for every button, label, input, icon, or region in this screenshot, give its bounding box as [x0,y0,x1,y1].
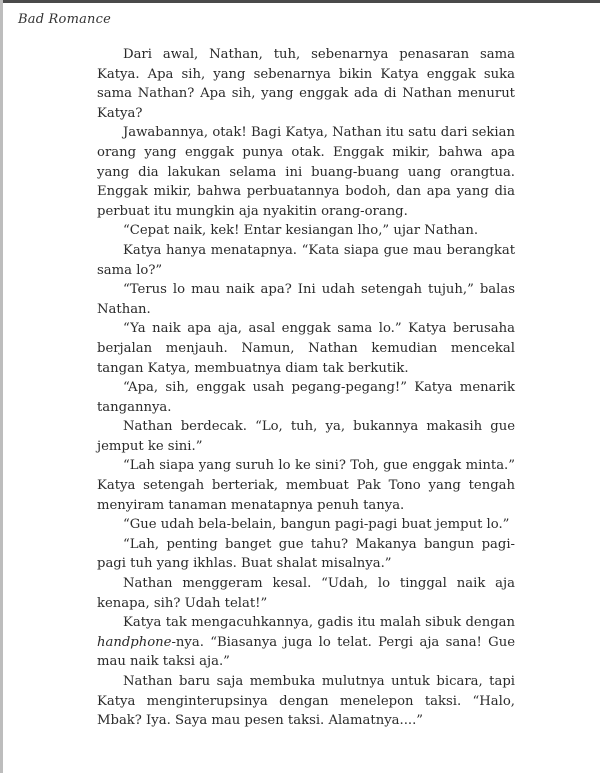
paragraph [97,456,515,515]
paragraph-text: -nya. “Biasanya juga lo telat. Pergi aja sana! Gue mau naik taksi aja.” [97,634,515,670]
paragraph-text: “Gue udah bela-belain, bangun pagi-pagi buat jemput lo.” [123,517,510,533]
paragraph [97,280,515,319]
chapter-body-text [97,45,515,731]
paragraph [97,241,515,280]
paragraph [97,574,515,613]
paragraph [97,515,515,535]
paragraph-text: “Ya naik apa aja, asal enggak sama lo.” Katya berusaha berjalan menjauh. Namun, Nathan kemudian mencekal tangan Katya, membuatnya diam tak berkutik. [97,321,515,376]
paragraph [97,319,515,378]
paragraph-text: “Cepat naik, kek! Entar kesiangan lho,” ujar Nathan. [123,223,479,239]
paragraph-text: “Lah, penting banget gue tahu? Makanya bangun pagi-pagi tuh yang ikhlas. Buat shalat misalnya.” [97,536,515,572]
paragraph [97,672,515,731]
paragraph-text: “Lah siapa yang suruh lo ke sini? Toh, gue enggak minta.” Katya setengah berteriak, membuat Pak Tono yang tengah menyiram tanaman menatapnya penuh tanya. [97,458,515,513]
paragraph [97,45,515,123]
paragraph-text: “Terus lo mau naik apa? Ini udah setengah tujuh,” balas Nathan. [97,282,515,317]
paragraph-text: Dari awal, Nathan, tuh, sebenarnya penasaran sama Katya. Apa sih, yang sebenarnya bikin Katya enggak suka sama Nathan? Apa sih, yang enggak ada di Nathan menurut Katya? [97,47,515,121]
paragraph-text: Katya tak mengacuhkannya, gadis itu malah sibuk dengan [123,615,515,631]
paragraph [97,613,515,672]
paragraph [97,378,515,417]
paragraph-text: Nathan berdecak. “Lo, tuh, ya, bukannya makasih gue jemput ke sini.” [97,419,515,454]
italic-term: handphone [97,634,172,650]
paragraph [97,417,515,456]
page-top-border [0,0,600,3]
paragraph [97,535,515,574]
paragraph [97,221,515,241]
paragraph-text: Nathan menggeram kesal. “Udah, lo tinggal naik aja kenapa, sih? Udah telat!” [97,576,515,611]
paragraph-text: “Apa, sih, enggak usah pegang-pegang!” Katya menarik tangannya. [97,380,515,415]
paragraph-text: Jawabannya, otak! Bagi Katya, Nathan itu satu dari sekian orang yang enggak punya otak. Enggak mikir, bahwa apa yang dia lakukan selama ini buang-buang uang orangtua. Enggak mikir, bahwa perbuatannya bodoh, dan apa yang dia perbuat itu mungkin aja nyakitin orang-orang. [97,125,515,219]
paragraph [97,123,515,221]
paragraph-text: Nathan baru saja membuka mulutnya untuk bicara, tapi Katya menginterupsinya dengan menelepon taksi. “Halo, Mbak? Iya. Saya mau pesen taksi. Alamatnya....” [97,674,515,729]
running-header-title: Bad Romance [18,12,111,27]
page-left-border [0,0,3,773]
paragraph-text: Katya hanya menatapnya. “Kata siapa gue mau berangkat sama lo?” [97,242,515,278]
